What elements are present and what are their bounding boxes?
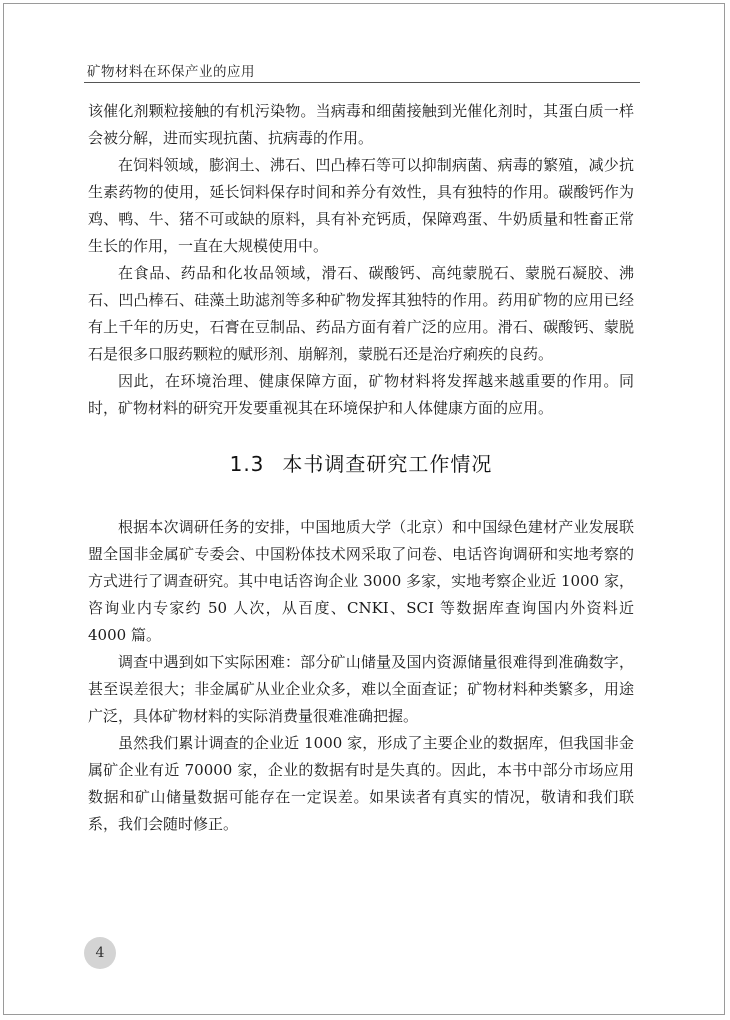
page-number: 4 xyxy=(84,937,116,969)
body-text-top xyxy=(88,98,634,422)
paragraph: 该催化剂颗粒接触的有机污染物。当病毒和细菌接触到光催化剂时，其蛋白质一样会被分解，进而实现抗菌、抗病毒的作用。 xyxy=(88,102,634,147)
section-heading xyxy=(88,448,634,477)
paragraph: 虽然我们累计调查的企业近 1000 家，形成了主要企业的数据库，但我国非金属矿企业有近 70000 家，企业的数据有时是失真的。因此，本书中部分市场应用数据和矿山储量数据可能存在一定误差。如果读者有真实的情况，敬请和我们联系，我们会随时修正。 xyxy=(88,734,634,833)
section-number: 1.3 xyxy=(229,452,265,476)
running-header: 矿物材料在环保产业的应用 xyxy=(87,64,255,80)
paragraph: 在饲料领域，膨润土、沸石、凹凸棒石等可以抑制病菌、病毒的繁殖，减少抗生素药物的使用，延长饲料保存时间和养分有效性，具有独特的作用。碳酸钙作为鸡、鸭、牛、猪不可或缺的原料，具有补充钙质，保障鸡蛋、牛奶质量和牲畜正常生长的作用，一直在大规模使用中。 xyxy=(88,156,634,255)
section-title: 本书调查研究工作情况 xyxy=(282,452,493,476)
header-divider xyxy=(84,82,640,83)
paragraph: 根据本次调研任务的安排，中国地质大学（北京）和中国绿色建材产业发展联盟全国非金属矿专委会、中国粉体技术网采取了问卷、电话咨询调研和实地考察的方式进行了调查研究。其中电话咨询企业 3000 多家，实地考察企业近 1000 家，咨询业内专家约 50 人次，从百度、CNKI、SCI 等数据库查询国内外资料近 4000 篇。 xyxy=(88,518,634,644)
paragraph: 调查中遇到如下实际困难：部分矿山储量及国内资源储量很难得到准确数字，甚至误差很大；非金属矿从业企业众多，难以全面查证；矿物材料种类繁多，用途广泛，具体矿物材料的实际消费量很难准确把握。 xyxy=(88,653,634,725)
paragraph: 因此，在环境治理、健康保障方面，矿物材料将发挥越来越重要的作用。同时，矿物材料的研究开发要重视其在环境保护和人体健康方面的应用。 xyxy=(88,372,634,417)
paragraph: 在食品、药品和化妆品领域，滑石、碳酸钙、高纯蒙脱石、蒙脱石凝胶、沸石、凹凸棒石、硅藻土助滤剂等多种矿物发挥其独特的作用。药用矿物的应用已经有上千年的历史，石膏在豆制品、药品方面有着广泛的应用。滑石、碳酸钙、蒙脱石是很多口服药颗粒的赋形剂、崩解剂，蒙脱石还是治疗痢疾的良药。 xyxy=(88,264,634,363)
body-text-bottom xyxy=(88,514,634,838)
